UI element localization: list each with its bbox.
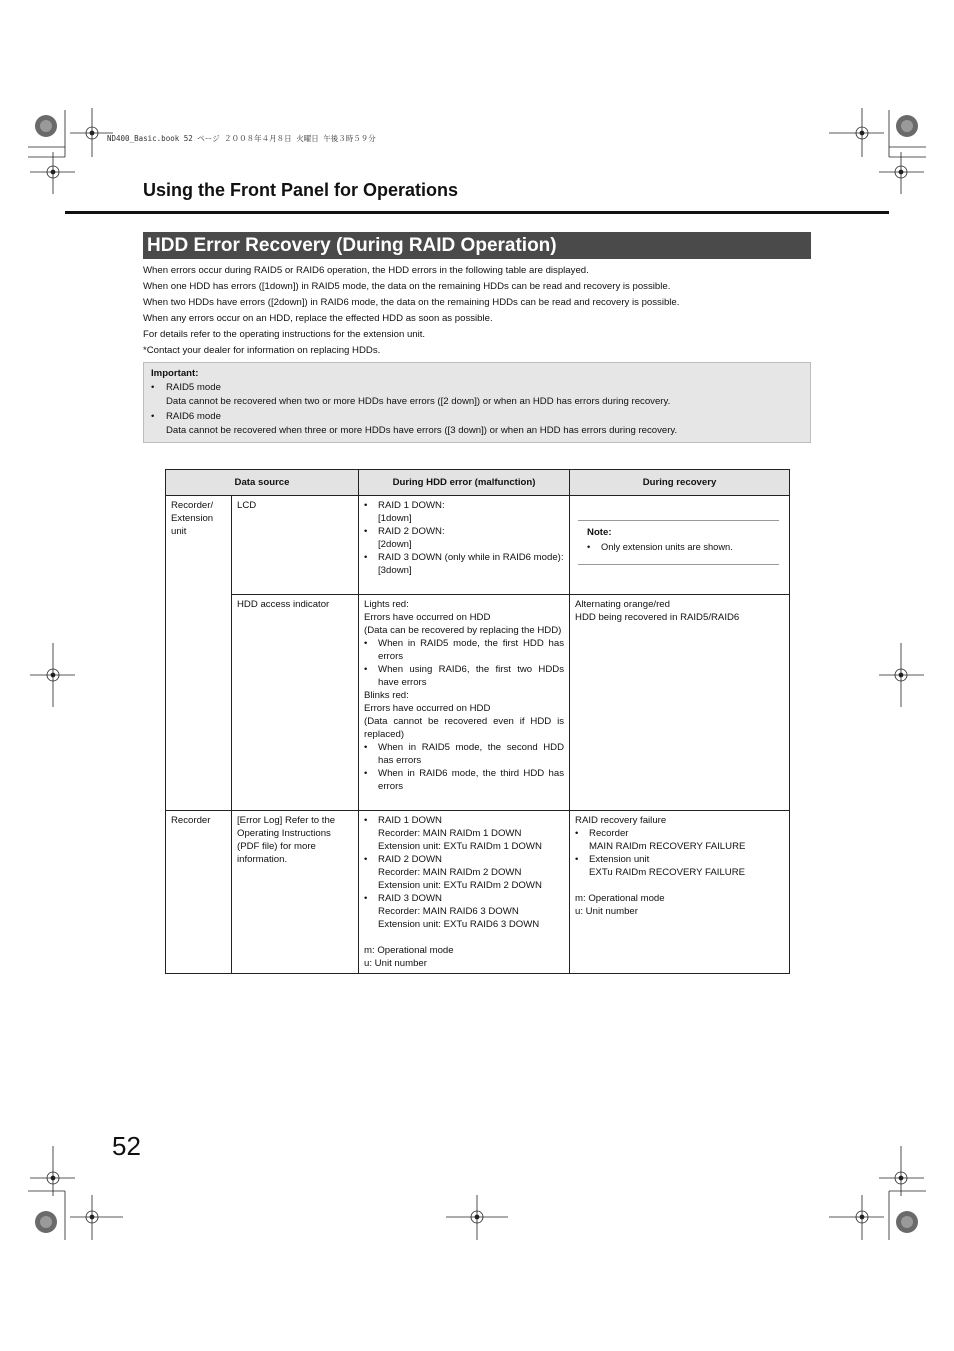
print-header: ND400_Basic.book 52 ページ ２００８年４月８日 火曜日 午後３時５９分 <box>107 134 376 143</box>
error-cell <box>359 496 570 595</box>
table-row <box>166 811 790 974</box>
important-heading: Important: <box>151 368 199 379</box>
error-label: RAID 2 DOWN: <box>378 526 445 537</box>
intro-line: For details refer to the operating instructions for the extension unit. <box>143 329 426 340</box>
lights-paren: (Data can be recovered by replacing the HDD) <box>364 625 562 636</box>
list-item: • When using RAID6, the first two HDDs have errors <box>364 663 564 689</box>
list-item <box>575 827 784 853</box>
important-box <box>143 362 811 443</box>
recovery-cell <box>570 811 790 974</box>
error-table <box>165 469 790 974</box>
intro-line: *Contact your dealer for information on replacing HDDs. <box>143 345 381 356</box>
list-item <box>364 551 564 577</box>
sub-source-cell: HDD access indicator <box>232 595 359 811</box>
list-item <box>364 892 564 931</box>
error-detail: Recorder: MAIN RAIDm 1 DOWN <box>378 828 522 839</box>
recovery-cell <box>570 595 790 811</box>
list-item: • When in RAID5 mode, the first HDD has errors <box>364 637 564 663</box>
intro-line: When any errors occur on an HDD, replace the effected HDD as soon as possible. <box>143 313 493 324</box>
error-code: [1down] <box>378 513 412 524</box>
legend-m: m: Operational mode <box>364 945 454 956</box>
error-detail: Recorder: MAIN RAID6 3 DOWN <box>378 906 519 917</box>
intro-line: When one HDD has errors ([1down]) in RAID5 mode, the data on the remaining HDDs can be read and recovery is possible. <box>143 281 671 292</box>
error-detail: Extension unit: EXTu RAIDm 2 DOWN <box>378 880 542 891</box>
header-during-error: During HDD error (malfunction) <box>359 470 570 496</box>
table-row <box>166 496 790 595</box>
legend-m: m: Operational mode <box>575 893 665 904</box>
header-data-source: Data source <box>166 470 359 496</box>
blinks-paren: (Data cannot be recovered even if HDD is replaced) <box>364 716 565 740</box>
intro-text <box>143 263 823 359</box>
recovery-cell <box>570 496 790 595</box>
error-label: RAID 2 DOWN <box>378 854 442 865</box>
sub-source-cell: LCD <box>232 496 359 595</box>
bullet: • <box>151 382 155 393</box>
intro-line: When errors occur during RAID5 or RAID6 operation, the HDD errors in the following table are displayed. <box>143 265 589 276</box>
error-code: [3down] <box>378 565 412 576</box>
list-item <box>364 499 564 525</box>
lights-desc: Errors have occurred on HDD <box>364 612 491 623</box>
bullet: • <box>151 411 155 422</box>
section-title: Using the Front Panel for Operations <box>143 180 459 200</box>
source-cell: Recorder <box>166 811 232 974</box>
list-item <box>364 525 564 551</box>
legend-u: u: Unit number <box>575 906 638 917</box>
error-label: RAID 3 DOWN <box>378 893 442 904</box>
recovery-line: HDD being recovered in RAID5/RAID6 <box>575 612 740 623</box>
error-cell <box>359 811 570 974</box>
error-detail: Extension unit: EXTu RAIDm 1 DOWN <box>378 841 542 852</box>
error-cell <box>359 595 570 811</box>
note-item: • Only extension units are shown. <box>587 541 779 554</box>
note-box <box>578 520 779 565</box>
recovery-label: Recorder <box>589 828 629 839</box>
list-item <box>364 853 564 892</box>
sub-source-cell: [Error Log] Refer to the Operating Instructions (PDF file) for more information. <box>232 811 359 974</box>
important-item-detail: Data cannot be recovered when two or more HDDs have errors ([2 down]) or when an HDD has errors during recovery. <box>166 396 671 407</box>
header-during-recovery: During recovery <box>570 470 790 496</box>
error-code: [2down] <box>378 539 412 550</box>
important-item-title: RAID5 mode <box>166 382 221 393</box>
recovery-line: Alternating orange/red <box>575 599 670 610</box>
error-label: RAID 1 DOWN <box>378 815 442 826</box>
important-item-title: RAID6 mode <box>166 411 221 422</box>
page-number: 52 <box>112 1131 141 1161</box>
list-item <box>575 853 784 879</box>
table-row <box>166 595 790 811</box>
page-title: HDD Error Recovery (During RAID Operation) <box>147 235 557 256</box>
source-cell: Recorder/ Extension unit <box>166 496 232 811</box>
blinks-label: Blinks red: <box>364 690 409 701</box>
recovery-heading: RAID recovery failure <box>575 815 667 826</box>
error-detail: Extension unit: EXTu RAID6 3 DOWN <box>378 919 540 930</box>
recovery-detail: MAIN RAIDm RECOVERY FAILURE <box>589 841 746 852</box>
lights-label: Lights red: <box>364 599 409 610</box>
error-detail: Recorder: MAIN RAIDm 2 DOWN <box>378 867 522 878</box>
recovery-detail: EXTu RAIDm RECOVERY FAILURE <box>589 867 746 878</box>
legend-u: u: Unit number <box>364 958 427 969</box>
important-item-detail: Data cannot be recovered when three or more HDDs have errors ([3 down]) or when an HDD has errors during recovery. <box>166 425 678 436</box>
list-item <box>364 814 564 853</box>
error-label: RAID 1 DOWN: <box>378 500 445 511</box>
header-rule <box>65 211 889 214</box>
recovery-label: Extension unit <box>589 854 650 865</box>
note-heading: Note: <box>587 527 612 538</box>
table-header-row <box>166 470 790 496</box>
blinks-desc: Errors have occurred on HDD <box>364 703 491 714</box>
intro-line: When two HDDs have errors ([2down]) in RAID6 mode, the data on the remaining HDDs can be read and recovery is possible. <box>143 297 680 308</box>
title-bar <box>143 232 811 259</box>
list-item: • When in RAID5 mode, the second HDD has errors <box>364 741 564 767</box>
list-item: • When in RAID6 mode, the third HDD has errors <box>364 767 564 793</box>
error-label: RAID 3 DOWN (only while in RAID6 mode): <box>378 552 564 563</box>
